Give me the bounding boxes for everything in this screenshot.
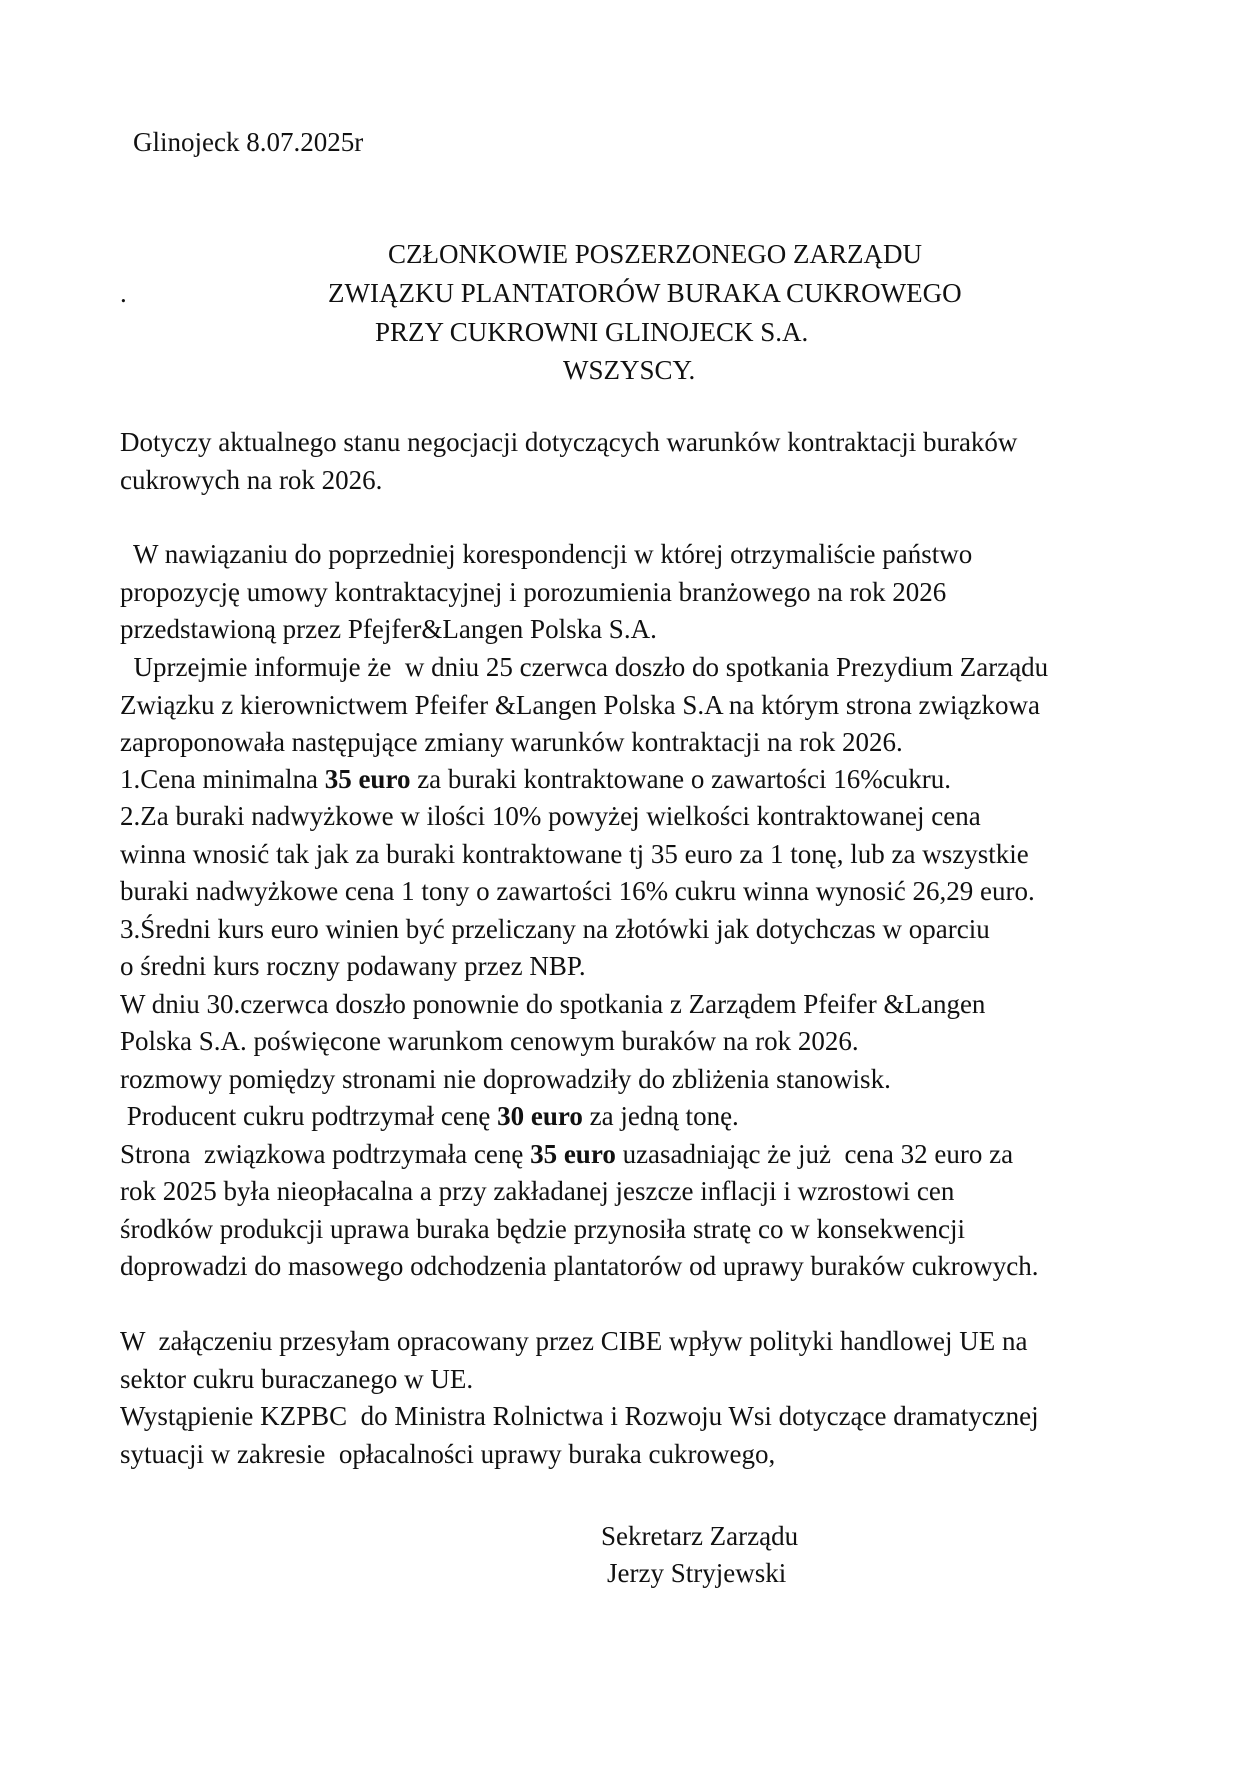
body-line: W nawiązaniu do poprzedniej korespondencji w której otrzymaliście państwo [120, 539, 973, 569]
letter-date: Glinojeck 8.07.2025r [133, 127, 364, 157]
attachments-line: W załączeniu przesyłam opracowany przez CIBE wpływ polityki handlowej UE na [120, 1326, 1028, 1356]
signature-name: Jerzy Stryjewski [607, 1558, 787, 1588]
proposal-item-2: 2.Za buraki nadwyżkowe w ilości 10% powyżej wielkości kontraktowanej cena [120, 801, 981, 831]
item-1-text: 1.Cena minimalna [120, 764, 325, 794]
union-text: Strona związkowa podtrzymała cenę [120, 1139, 531, 1169]
attachments-line: sektor cukru buraczanego w UE. [120, 1364, 474, 1394]
proposal-item-3: 3.Średni kurs euro winien być przeliczany na złotówki jak dotychczas w oparciu [120, 914, 990, 944]
body-line: Polska S.A. poświęcone warunkom cenowym buraków na rok 2026. [120, 1026, 859, 1056]
body-line: rok 2025 była nieopłacalna a przy zakładanej jeszcze inflacji i wzrostowi cen [120, 1176, 955, 1206]
item-1-price: 35 euro [324, 764, 411, 794]
addressee-line-1: CZŁONKOWIE POSZERZONEGO ZARZĄDU [388, 239, 922, 269]
producer-position [120, 1098, 739, 1134]
body-line: zaproponowała następujące zmiany warunków kontraktacji na rok 2026. [120, 727, 903, 757]
producer-price: 30 euro [497, 1101, 583, 1131]
producer-text-end: za jedną tonę. [582, 1101, 739, 1131]
producer-text: Producent cukru podtrzymał cenę [120, 1101, 498, 1131]
body-line: Uprzejmie informuje że w dniu 25 czerwca doszło do spotkania Prezydium Zarządu [120, 652, 1049, 682]
subject-line: cukrowych na rok 2026. [120, 465, 383, 495]
addressee-line-2: ZWIĄZKU PLANTATORÓW BURAKA CUKROWEGO [328, 278, 962, 308]
body-line: propozycję umowy kontraktacyjnej i porozumienia branżowego na rok 2026 [120, 577, 947, 607]
addressee-dot: . [120, 278, 127, 308]
body-line: rozmowy pomiędzy stronami nie doprowadziły do zbliżenia stanowisk. [120, 1064, 891, 1094]
union-price: 35 euro [530, 1139, 616, 1169]
body-line: Związku z kierownictwem Pfeifer &Langen Polska S.A na którym strona związkowa [120, 690, 1040, 720]
proposal-item-3: o średni kurs roczny podawany przez NBP. [120, 951, 586, 981]
body-line: W dniu 30.czerwca doszło ponownie do spotkania z Zarządem Pfeifer &Langen [120, 989, 986, 1019]
proposal-item-1 [120, 761, 951, 797]
item-1-text-end: za buraki kontraktowane o zawartości 16%cukru. [410, 764, 951, 794]
addressee-line-3: PRZY CUKROWNI GLINOJECK S.A. [375, 317, 809, 347]
attachments-line: Wystąpienie KZPBC do Ministra Rolnictwa i Rozwoju Wsi dotyczące dramatycznej [120, 1401, 1039, 1431]
body-line: przedstawioną przez Pfejfer&Langen Polska S.A. [120, 614, 657, 644]
proposal-item-2: winna wnosić tak jak za buraki kontraktowane tj 35 euro za 1 tonę, lub za wszystkie [120, 839, 1029, 869]
addressee-line-4: WSZYSCY. [563, 355, 696, 385]
signature-title: Sekretarz Zarządu [601, 1521, 799, 1551]
body-line: środków produkcji uprawa buraka będzie przynosiła stratę co w konsekwencji [120, 1214, 965, 1244]
attachments-line: sytuacji w zakresie opłacalności uprawy buraka cukrowego, [120, 1439, 776, 1469]
proposal-item-2: buraki nadwyżkowe cena 1 tony o zawartości 16% cukru winna wynosić 26,29 euro. [120, 876, 1035, 906]
subject-line: Dotyczy aktualnego stanu negocjacji dotyczących warunków kontraktacji buraków [120, 427, 1018, 457]
body-line: doprowadzi do masowego odchodzenia plantatorów od uprawy buraków cukrowych. [120, 1251, 1039, 1281]
union-position [120, 1136, 1013, 1172]
union-text-end: uzasadniając że już cena 32 euro za [615, 1139, 1014, 1169]
